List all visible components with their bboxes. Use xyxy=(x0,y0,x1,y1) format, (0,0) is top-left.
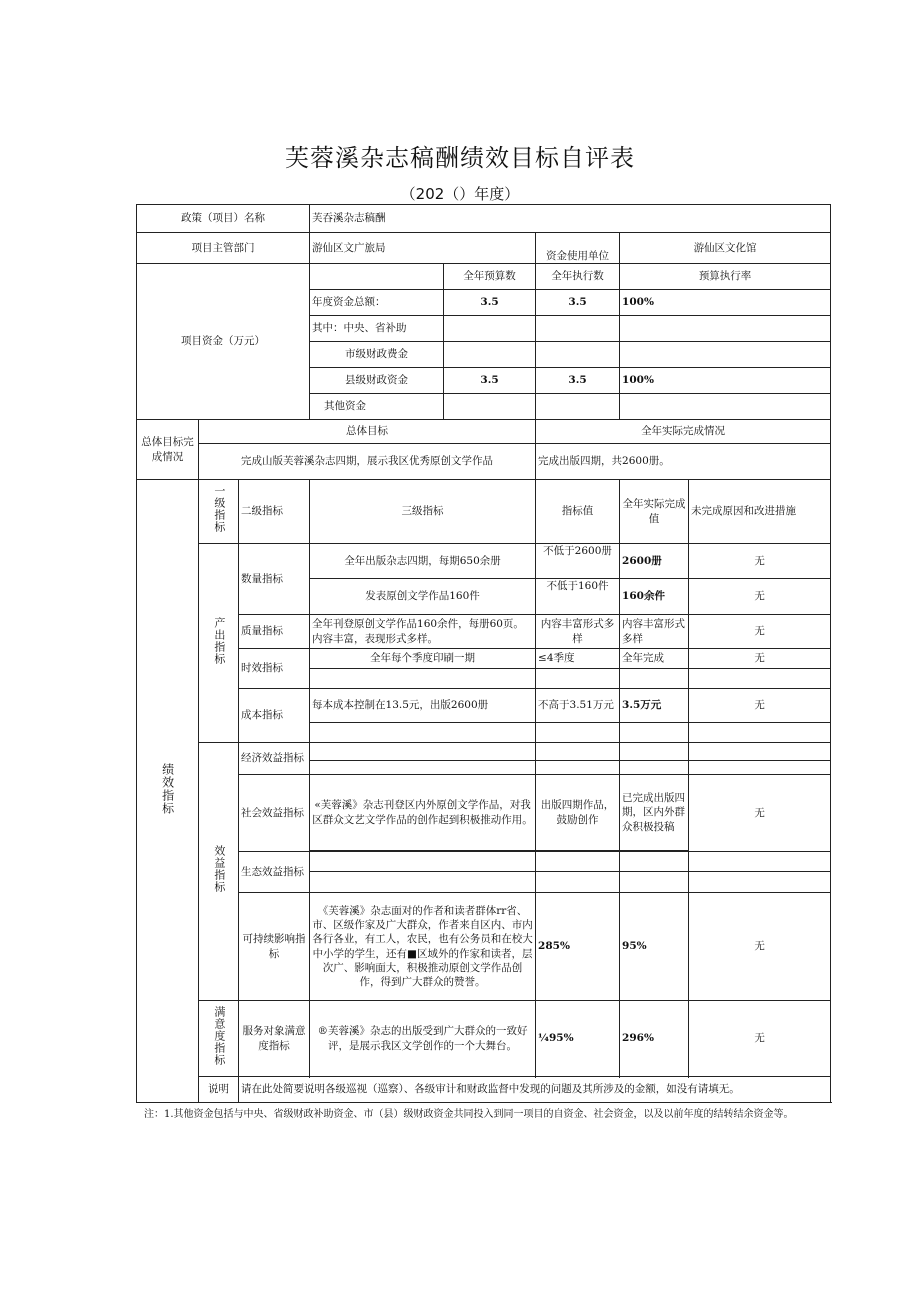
target-timeliness: ≤4季度 xyxy=(536,649,620,669)
actual-quality: 内容丰富形式多样 xyxy=(620,615,689,649)
level2-header: 二级指标 xyxy=(239,480,310,544)
target-quality: 内容丰富形式多样 xyxy=(536,615,620,649)
funds-header-blank xyxy=(310,264,444,290)
level2-cost: 成本指标 xyxy=(239,689,310,743)
actual-completion-value: 完成出版四期，共2600册。 xyxy=(536,444,831,480)
other-funds-label: 其他资金 xyxy=(310,394,444,420)
level3-social: «芙蓉溪》杂志刊登区内外原创文学作品，对我区群众文艺文学作品的创作起到积极推动作用。 xyxy=(310,775,536,851)
level3-sustainable-text-b: 作，得到广大群众的赞誉。 xyxy=(359,975,486,988)
level2-economic: 经济效益指标 xyxy=(239,743,310,775)
reason-sustainable: 无 xyxy=(689,893,831,1001)
remarks-label: 说明 xyxy=(199,1077,239,1103)
total-funds-label: 年度资金总额： xyxy=(310,290,444,316)
level3-quality: 全年刊登原创文学作品160余件，每册60页。内容丰富，表现形式多样。 xyxy=(310,615,536,649)
actual-social: 已完成出版四期，区内外群众积极投稿 xyxy=(620,775,689,851)
total-rate-value: 100% xyxy=(620,290,831,316)
level3-sustainable-text-a: 《芙蓉溪》杂志面对的作者和读者群体rr省、市、区级作家及广大群众，作者来自区内、市内各行各业，有工人，农民，也有公务员和在校大中小学的学生，还有■区域外的作家和读者，层次广、影响面大，积极推动原创文学作品创 xyxy=(312,904,533,974)
level2-satisfaction: 服务对象满意度指标 xyxy=(239,1001,310,1077)
benefit-label-text: 效益指标 xyxy=(212,845,226,894)
total-budget-value: 3.5 xyxy=(444,290,536,316)
page-subtitle: （202（）年度） xyxy=(400,185,520,203)
reason-timeliness: 无 xyxy=(689,649,831,669)
actual-timeliness: 全年完成 xyxy=(620,649,689,669)
overall-goal-header: 总体目标 xyxy=(199,420,536,444)
annual-exec-header: 全年执行数 xyxy=(536,264,620,290)
indicator-value-header: 指标值 xyxy=(536,480,620,544)
level3-cost: 每本成本控制在13.5元，出版2600册 xyxy=(310,689,536,723)
reason-header: 未完成原因和改进措施 xyxy=(689,480,831,544)
reason-quantity-works: 无 xyxy=(689,579,831,615)
reason-quality: 无 xyxy=(689,615,831,649)
level2-social: 社会效益指标 xyxy=(239,775,310,852)
actual-completion-header: 全年实际完成情况 xyxy=(536,420,831,444)
level2-quantity: 数量指标 xyxy=(239,544,310,615)
output-label-text: 产出指标 xyxy=(212,616,226,665)
level2-sustainable: 可持续影响指标 xyxy=(239,893,310,1001)
level3-timeliness: 全年每个季度印刷一期 xyxy=(310,649,536,669)
county-funds-label: 县级财政资金 xyxy=(310,368,444,394)
footnote: 注：1.其他资金包括与中央、省级财政补助资金、市（县）级财政资金共同投入到同一项目的自资金、社会资金，以及以前年度的结转结余资金等。 xyxy=(144,1109,794,1120)
reason-satisfaction: 无 xyxy=(689,1001,831,1077)
perf-indicator-text: 绩效指标 xyxy=(160,762,175,815)
satisfaction-label xyxy=(199,1001,239,1077)
reason-cost: 无 xyxy=(689,689,831,723)
actual-quantity-works: 160余件 xyxy=(620,579,689,615)
overall-goal-section-label: 总体目标完成情况 xyxy=(137,420,199,480)
user-unit-label: 资金使用单位 xyxy=(536,233,620,264)
level2-quality: 质量指标 xyxy=(239,615,310,649)
actual-cost: 3.5万元 xyxy=(620,689,689,723)
city-funds-label: 市级财政费金 xyxy=(310,342,444,368)
level3-sustainable xyxy=(310,893,536,1001)
policy-name-value: 芙吞溪杂志稿酬 xyxy=(310,205,831,233)
actual-satisfaction: 296% xyxy=(620,1001,689,1077)
target-cost: 不高于3.51万元 xyxy=(536,689,620,723)
overall-goal-value: 完成山版芙蓉溪杂志四期，展示我区优秀原创文学作品 xyxy=(199,444,536,480)
level3-quantity-issues: 全年出版杂志四期，每期650余册 xyxy=(310,544,536,579)
perf-indicator-label xyxy=(137,480,199,1103)
satisfaction-label-text: 满意度指标 xyxy=(212,1006,226,1067)
level1-header-text: 一级指标 xyxy=(212,485,226,534)
exec-rate-header: 预算执行率 xyxy=(620,264,831,290)
dept-label: 项目主管部门 xyxy=(137,233,310,264)
user-unit-value: 游仙区文化馆 xyxy=(620,233,831,264)
target-sustainable: 285% xyxy=(536,893,620,1001)
target-quantity-works: 不低于160件 xyxy=(536,579,620,615)
county-budget-value: 3.5 xyxy=(444,368,536,394)
reason-quantity-issues: 无 xyxy=(689,544,831,579)
county-rate-value: 100% xyxy=(620,368,831,394)
county-exec-value: 3.5 xyxy=(536,368,620,394)
annual-budget-header: 全年预算数 xyxy=(444,264,536,290)
evaluation-table xyxy=(136,204,831,1103)
total-exec-value: 3.5 xyxy=(536,290,620,316)
target-social: 出版四期作品，鼓励创作 xyxy=(536,775,620,851)
level3-quantity-works: 发表原创文学作品160件 xyxy=(310,579,536,615)
level3-satisfaction: ®芙蓉溪》杂志的出版受到广大群众的一致好评，是展示我区文学创作的一个大舞台。 xyxy=(310,1001,536,1077)
actual-value-header: 全年实际完成值 xyxy=(620,480,689,544)
actual-quantity-issues: 2600册 xyxy=(620,544,689,579)
funds-label: 项目资金（万元） xyxy=(137,264,310,420)
central-prov-label: 其中：中央、省补助 xyxy=(310,316,444,342)
level1-header xyxy=(199,480,239,544)
page-title: 芙蓉溪杂志稿酬绩效目标自评表 xyxy=(285,144,635,172)
level2-ecological: 生态效益指标 xyxy=(239,852,310,893)
level2-timeliness: 时效指标 xyxy=(239,649,310,689)
level3-header: 三级指标 xyxy=(310,480,536,544)
remarks-value: 请在此处简要说明各级巡视（巡察）、各级审计和财政监督中发现的问题及其所涉及的金额，如没有请填无。 xyxy=(239,1077,831,1103)
dept-value: 游仙区文广旅局 xyxy=(310,233,536,264)
policy-name-label: 政策（项目）名称 xyxy=(137,205,310,233)
target-satisfaction: ¼95% xyxy=(536,1001,620,1077)
benefit-label xyxy=(199,743,239,1001)
target-quantity-issues: 不低于2600册 xyxy=(536,544,620,579)
actual-sustainable: 95% xyxy=(620,893,689,1001)
output-label xyxy=(199,544,239,743)
reason-social: 无 xyxy=(689,775,831,852)
